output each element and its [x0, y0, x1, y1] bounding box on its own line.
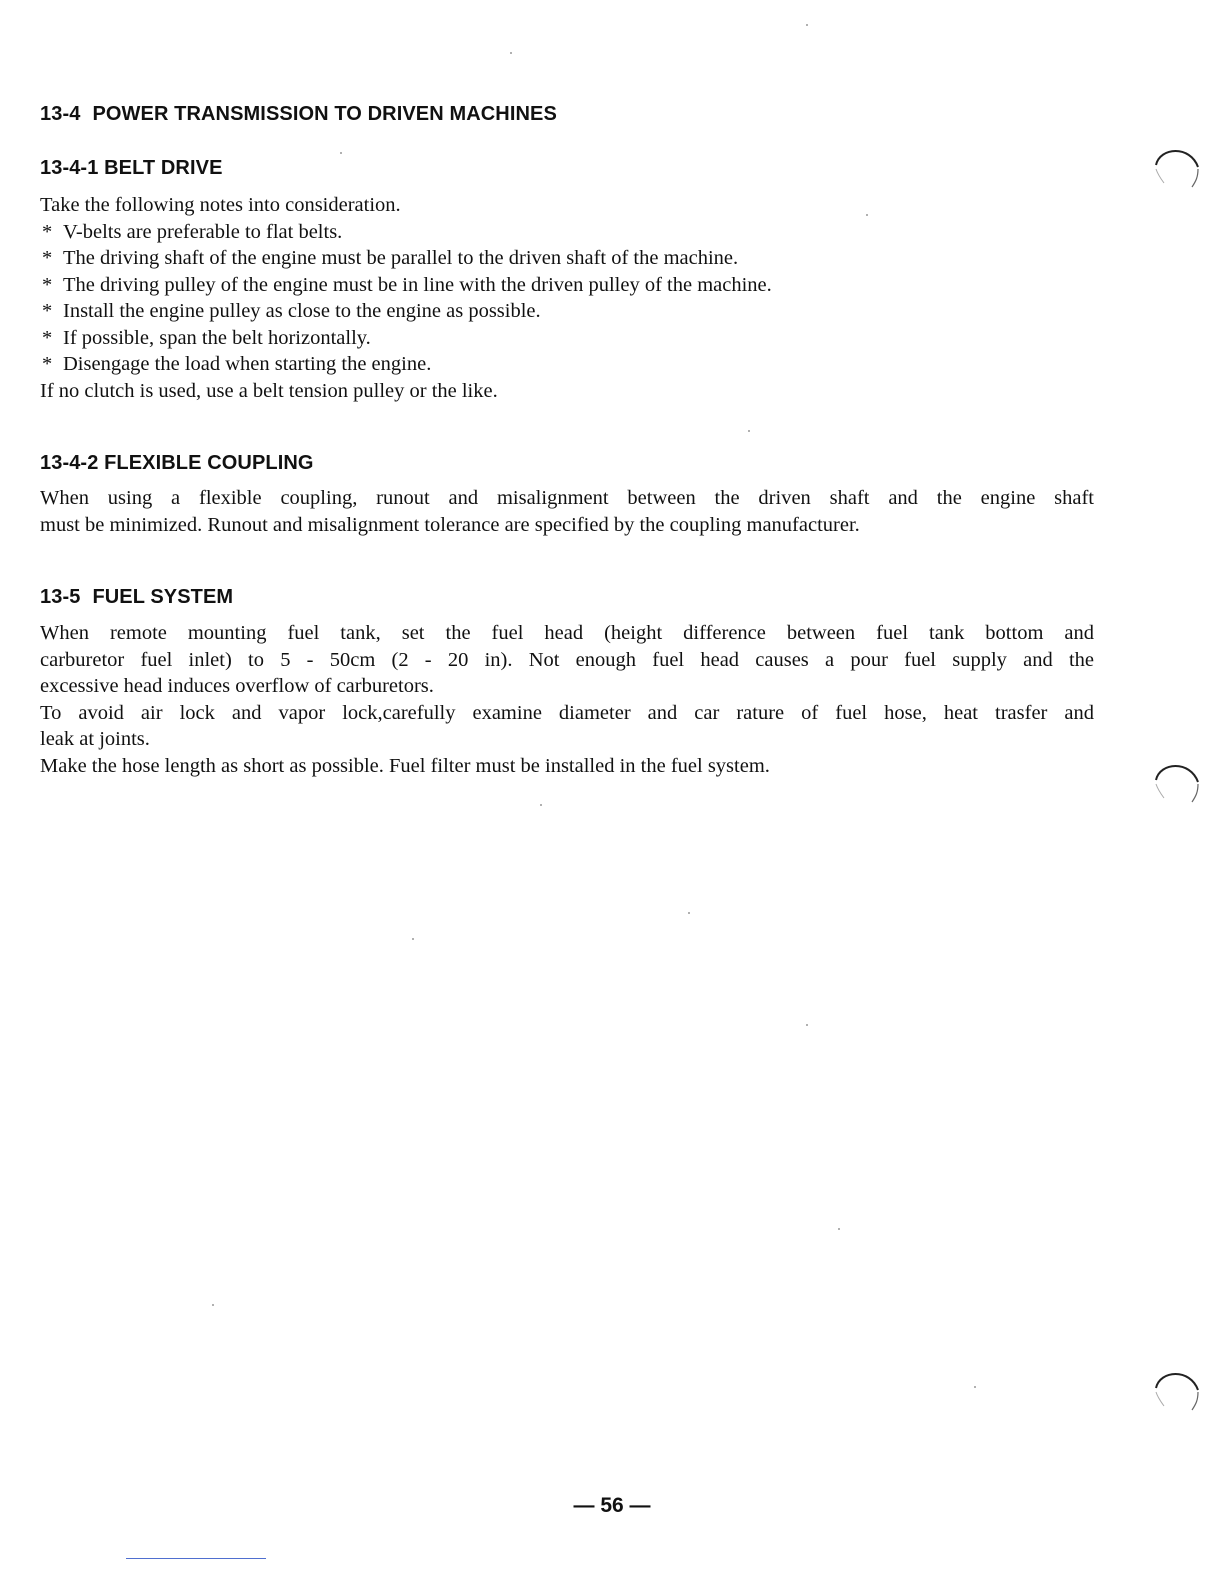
scan-speck: [212, 1304, 214, 1306]
paragraph-line: When using a flexible coupling, runout and misalignment between the driven shaft and the engine shaft: [40, 487, 1094, 509]
scan-speck: [688, 912, 690, 914]
punch-hole-icon: [1152, 143, 1200, 203]
list-item: [40, 351, 1094, 378]
paragraph-line: When remote mounting fuel tank, set the fuel head (height difference between fuel tank bottom and: [40, 622, 1094, 644]
belt-drive-intro: Take the following notes into consideration.: [40, 194, 401, 216]
scan-speck: [340, 152, 342, 154]
scan-speck: [806, 1024, 808, 1026]
paragraph-line: carburetor fuel inlet) to 5 - 50cm (2 - 20 in). Not enough fuel head causes a pour fuel supply and the: [40, 648, 1094, 671]
list-item: [40, 272, 1094, 299]
scan-speck: [510, 52, 512, 54]
scan-speck: [866, 214, 868, 216]
bullet-marker: *: [42, 273, 53, 296]
section-title: FUEL SYSTEM: [92, 586, 234, 608]
section-number: 13-4-1: [40, 157, 99, 179]
section-heading-belt-drive: [40, 157, 223, 180]
bullet-marker: *: [42, 300, 53, 322]
fuel-system-body: [40, 620, 1094, 779]
scan-speck: [540, 804, 542, 806]
section-title: POWER TRANSMISSION TO DRIVEN MACHINES: [92, 103, 557, 125]
section-title: FLEXIBLE COUPLING: [104, 452, 314, 474]
scan-speck: [806, 24, 808, 26]
footer-rule: [126, 1558, 266, 1559]
paragraph-line: excessive head induces overflow of carburetors.: [40, 675, 434, 697]
paragraph-line: must be minimized. Runout and misalignment tolerance are specified by the coupling manufacturer.: [40, 513, 860, 536]
list-item: [40, 245, 1094, 272]
list-item: [40, 325, 1094, 352]
paragraph-line: Make the hose length as short as possible. Fuel filter must be installed in the fuel system.: [40, 754, 770, 777]
scan-speck: [838, 1228, 840, 1230]
scan-speck: [974, 1386, 976, 1388]
bullet-marker: *: [42, 326, 53, 349]
flexible-coupling-body: [40, 485, 1094, 538]
list-item-text: The driving shaft of the engine must be parallel to the driven shaft of the machine.: [63, 247, 739, 269]
section-number: 13-5: [40, 586, 81, 608]
punch-hole-icon: [1152, 1366, 1200, 1426]
section-number: 13-4: [40, 103, 81, 125]
list-item-text: V-belts are preferable to flat belts.: [63, 220, 343, 243]
section-number: 13-4-2: [40, 452, 99, 474]
list-item-text: If possible, span the belt horizontally.: [63, 326, 371, 349]
section-heading-transmission: [40, 103, 557, 126]
page-number: — 56 —: [573, 1494, 651, 1517]
belt-drive-closing: If no clutch is used, use a belt tension pulley or the like.: [40, 379, 498, 402]
section-heading-flexible-coupling: [40, 452, 314, 475]
bullet-marker: *: [42, 247, 53, 269]
punch-hole-icon: [1152, 758, 1200, 818]
list-item: [40, 219, 1094, 246]
bullet-marker: *: [42, 220, 53, 243]
paragraph-line: leak at joints.: [40, 728, 150, 750]
scan-speck: [412, 938, 414, 940]
list-item: [40, 298, 1094, 325]
bullet-marker: *: [42, 353, 53, 375]
list-item-text: The driving pulley of the engine must be in line with the driven pulley of the machine.: [63, 273, 772, 296]
section-heading-fuel-system: [40, 586, 233, 609]
paragraph-line: To avoid air lock and vapor lock,carefully examine diameter and car rature of fuel hose, heat trasfer and: [40, 701, 1094, 724]
belt-drive-body: [40, 192, 1094, 404]
section-title: BELT DRIVE: [104, 157, 223, 179]
scan-speck: [748, 430, 750, 432]
list-item-text: Install the engine pulley as close to the engine as possible.: [63, 300, 541, 322]
list-item-text: Disengage the load when starting the engine.: [63, 353, 432, 375]
